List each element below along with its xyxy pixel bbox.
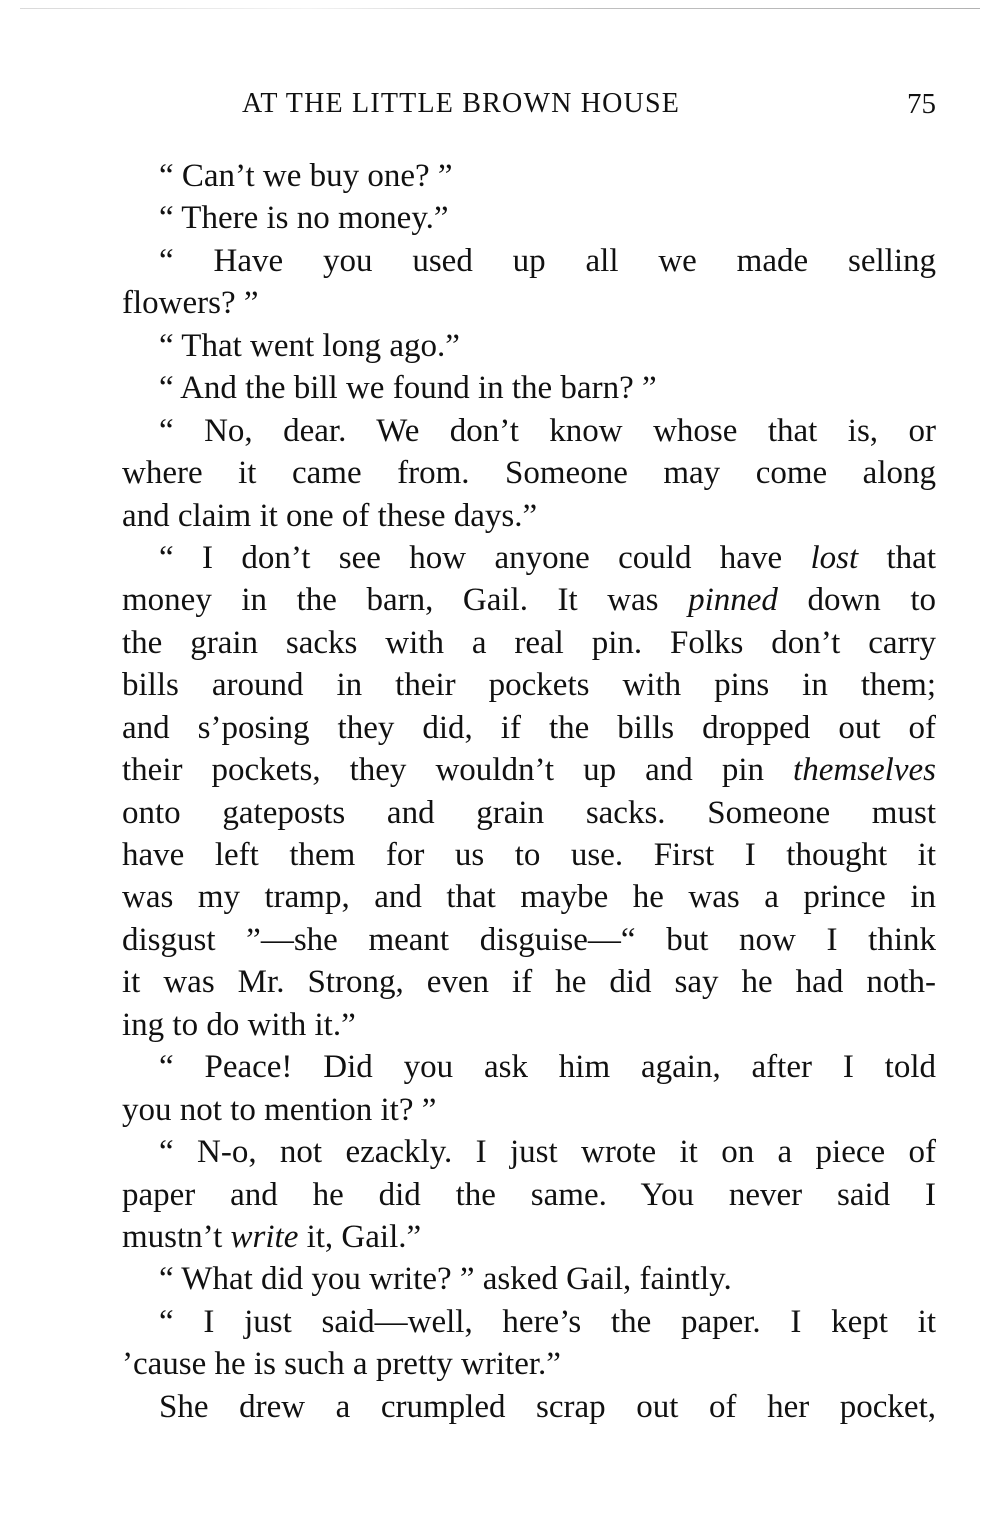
text-line [122, 1131, 936, 1173]
text-run: mustn’t [122, 1218, 231, 1255]
text-run: have left them for us to use. First I thought it [122, 837, 936, 873]
text-run: was my tramp, and that maybe he was a prince in [122, 879, 936, 916]
text-line [122, 1386, 936, 1428]
text-run: disgust ”—she meant disguise—“ but now I think [122, 921, 936, 958]
text-run: “ No, dear. We don’t know whose that is, or [159, 412, 936, 449]
page-edge-rule [20, 8, 980, 9]
text-run: “ That went long ago.” [159, 327, 460, 364]
text-line [122, 537, 936, 579]
text-run: “ What did you write? ” asked Gail, faintly. [159, 1261, 732, 1298]
text-line [122, 495, 936, 537]
text-run: it was Mr. Strong, even if he did say he had noth- [122, 964, 936, 1001]
text-line [122, 452, 936, 494]
text-run: down to [777, 582, 937, 619]
text-line [122, 1301, 936, 1343]
text-run: “ N-o, not ezackly. I just wrote it on a piece of [159, 1134, 936, 1171]
body-text [122, 155, 936, 1428]
text-line [122, 1004, 936, 1046]
text-run: onto gateposts and grain sacks. Someone must [122, 794, 936, 831]
text-line [122, 240, 936, 282]
text-run: bills around in their pockets with pins in them; [122, 667, 936, 704]
text-line [122, 1258, 936, 1300]
text-line [122, 1046, 936, 1088]
text-line [122, 325, 936, 367]
text-run: it, Gail.” [298, 1218, 422, 1255]
text-line [122, 919, 936, 961]
text-line [122, 410, 936, 452]
page-header [122, 84, 936, 124]
text-run: “ Peace! Did you ask him again, after I told [159, 1049, 936, 1086]
text-line [122, 1343, 936, 1385]
text-line [122, 282, 936, 324]
text-line [122, 1216, 936, 1258]
text-run: ing to do with it.” [122, 1006, 356, 1043]
text-line [122, 1174, 936, 1216]
running-head: AT THE LITTLE BROWN HOUSE [242, 88, 681, 119]
text-run: flowers? ” [122, 285, 259, 322]
text-line [122, 622, 936, 664]
italic-word: lost [810, 539, 859, 576]
text-line [122, 155, 936, 197]
italic-word: pinned [688, 582, 778, 619]
text-run: “ I don’t see how anyone could have [159, 539, 811, 576]
italic-word: themselves [793, 752, 936, 789]
text-run: that [858, 539, 937, 576]
text-run: the grain sacks with a real pin. Folks don’t carry [122, 624, 936, 661]
text-run: paper and he did the same. You never said I [122, 1176, 936, 1213]
text-line [122, 197, 936, 239]
text-run: money in the barn, Gail. It was [122, 582, 689, 619]
text-run: and s’posing they did, if the bills dropped out of [122, 709, 936, 746]
text-line [122, 1089, 936, 1131]
text-line [122, 792, 936, 834]
text-line [122, 749, 936, 791]
text-line [122, 707, 936, 749]
text-line [122, 579, 936, 621]
text-run: “ I just said—well, here’s the paper. I kept it [159, 1303, 936, 1340]
text-run: She drew a crumpled scrap out of her pocket, [159, 1388, 936, 1425]
text-run: “ There is no money.” [159, 200, 449, 237]
text-run: “ Have you used up all we made selling [159, 242, 936, 279]
text-run: their pockets, they wouldn’t up and pin [122, 752, 794, 789]
text-run: “ And the bill we found in the barn? ” [159, 370, 657, 407]
italic-word: write [230, 1218, 299, 1255]
text-line [122, 961, 936, 1003]
text-line [122, 367, 936, 409]
text-run: where it came from. Someone may come along [122, 455, 936, 492]
text-run: you not to mention it? ” [122, 1091, 437, 1128]
page-number: 75 [907, 88, 936, 120]
text-run: ’cause he is such a pretty writer.” [122, 1346, 561, 1383]
text-run: “ Can’t we buy one? ” [159, 158, 453, 194]
text-line [122, 834, 936, 876]
text-line [122, 876, 936, 918]
text-run: and claim it one of these days.” [122, 497, 538, 534]
text-line [122, 664, 936, 706]
